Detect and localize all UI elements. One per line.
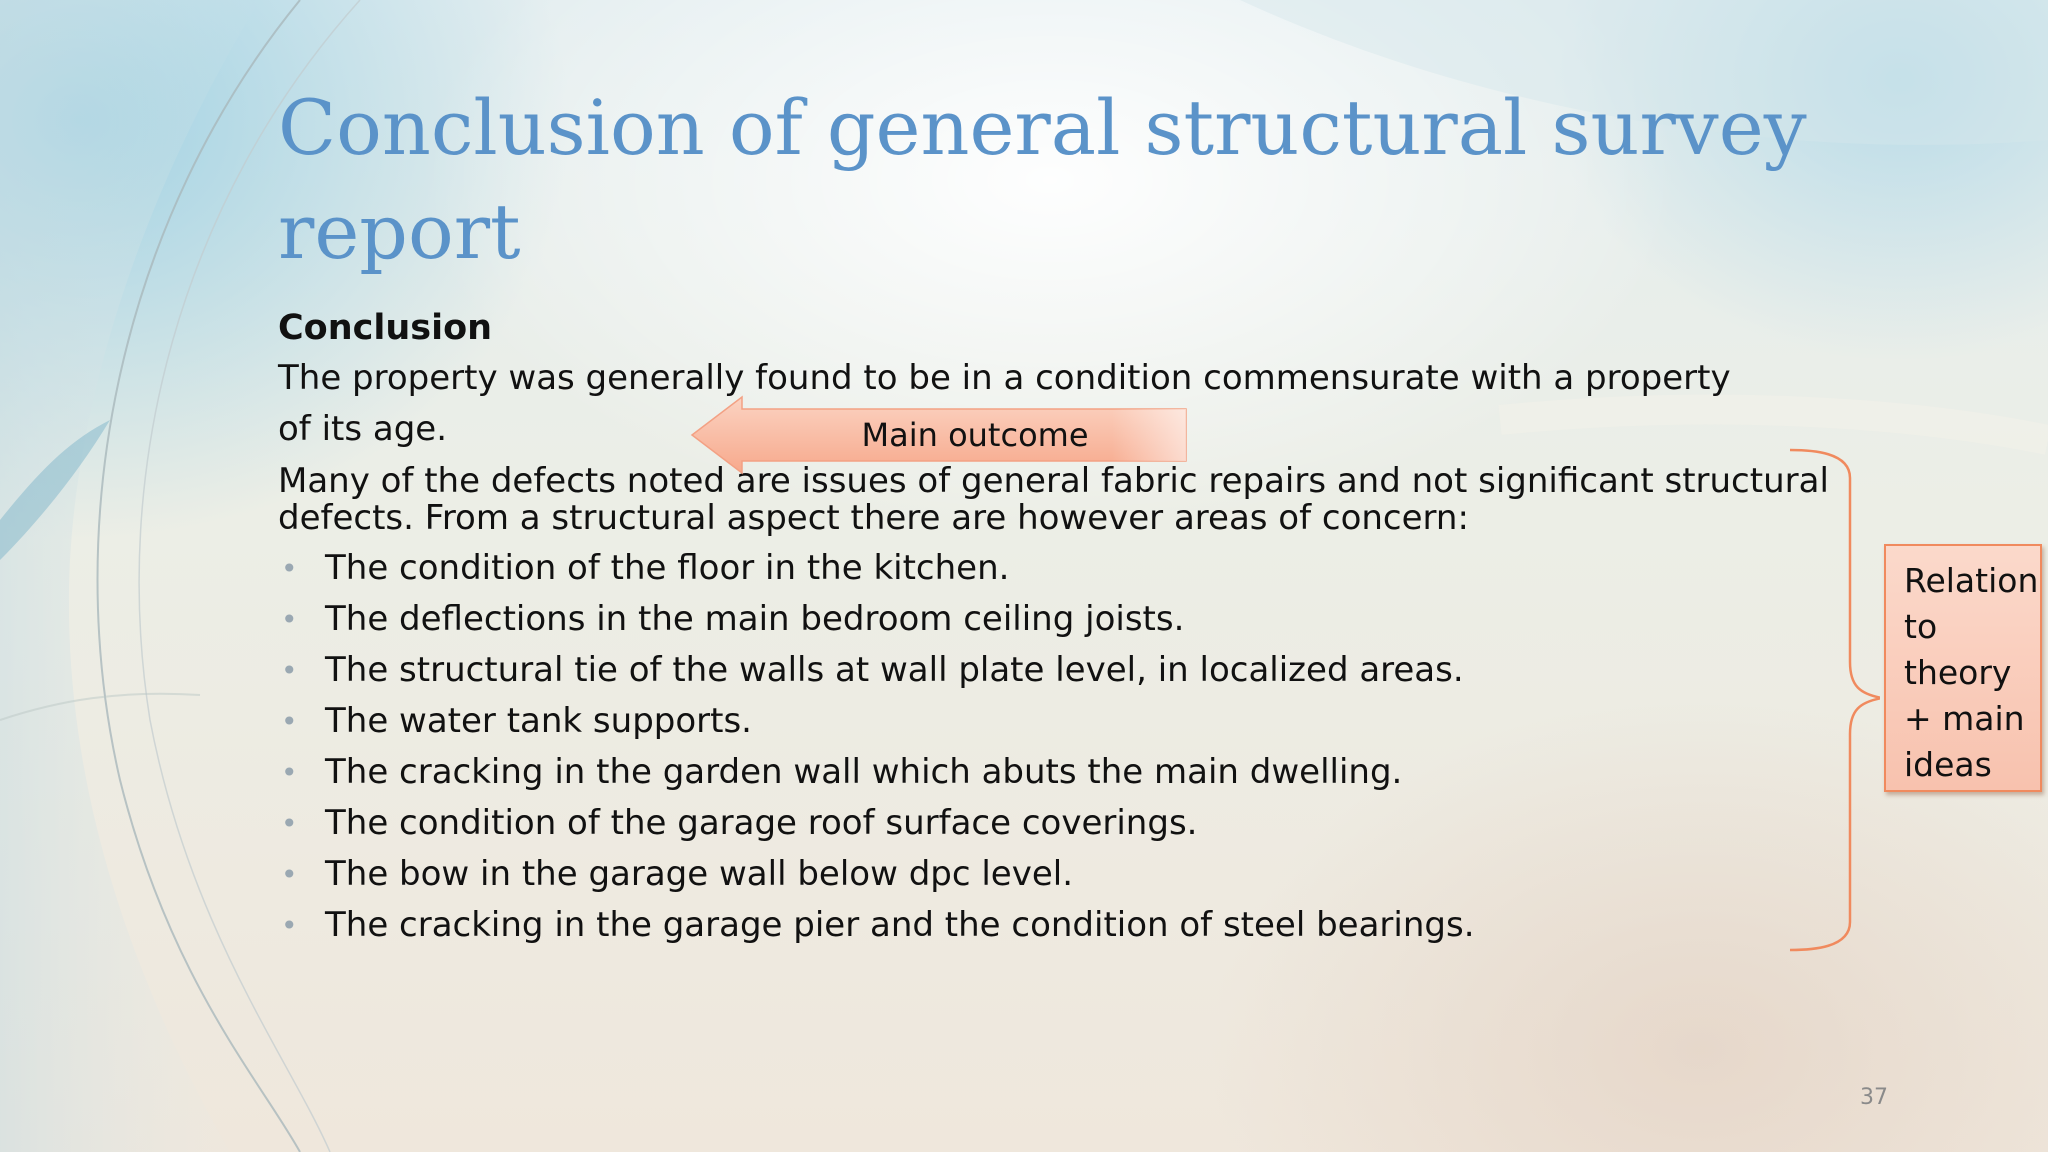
list-item (278, 645, 1878, 696)
slide-title-line-2: report (278, 187, 521, 276)
list-item (278, 594, 1878, 645)
bullet-text: The water tank supports. (325, 701, 752, 741)
bullet-text: The condition of the garage roof surface coverings. (325, 803, 1198, 843)
bullet-icon: • (281, 807, 298, 840)
main-outcome-label: Main outcome (861, 416, 1089, 454)
list-item (278, 747, 1878, 798)
bullet-icon: • (281, 909, 298, 942)
bullet-text: The cracking in the garage pier and the condition of steel bearings. (325, 905, 1475, 945)
list-item (278, 696, 1878, 747)
bullet-icon: • (281, 654, 298, 687)
bullet-text: The condition of the floor in the kitchen. (325, 548, 1010, 588)
slide-title (278, 76, 1838, 284)
bullet-text: The deflections in the main bedroom ceiling joists. (325, 599, 1185, 639)
right-brace-icon (1790, 448, 1880, 952)
slide-title-line-1: Conclusion of general structural survey (278, 83, 1807, 172)
relation-callout-line: to (1904, 607, 1938, 646)
list-item (278, 798, 1878, 849)
bullet-icon: • (281, 858, 298, 891)
concerns-bullet-list (278, 543, 1878, 951)
bullet-text: The structural tie of the walls at wall plate level, in localized areas. (325, 650, 1464, 690)
list-item (278, 543, 1878, 594)
paragraph-2-line-1: Many of the defects noted are issues of general fabric repairs and not significant structural (278, 461, 1829, 501)
bullet-text: The cracking in the garden wall which abuts the main dwelling. (325, 752, 1403, 792)
bullet-icon: • (281, 756, 298, 789)
bullet-icon: • (281, 552, 298, 585)
relation-callout-line: Relation (1904, 561, 2039, 600)
relation-callout-line: theory (1904, 653, 2012, 692)
relation-callout-line: ideas (1904, 745, 1992, 784)
paragraph-2-line-2: defects. From a structural aspect there are however areas of concern: (278, 498, 1469, 538)
list-item (278, 900, 1878, 951)
page-number: 37 (1860, 1085, 1888, 1110)
conclusion-heading: Conclusion (278, 308, 493, 348)
paragraph-1-line-2: of its age. (278, 409, 448, 449)
relation-to-theory-callout (1884, 544, 2042, 792)
relation-callout-line: + main (1904, 699, 2025, 738)
bullet-text: The bow in the garage wall below dpc level. (325, 854, 1074, 894)
list-item (278, 849, 1878, 900)
bullet-icon: • (281, 705, 298, 738)
paragraph-1-line-1: The property was generally found to be in a condition commensurate with a property (278, 358, 1731, 398)
bullet-icon: • (281, 603, 298, 636)
